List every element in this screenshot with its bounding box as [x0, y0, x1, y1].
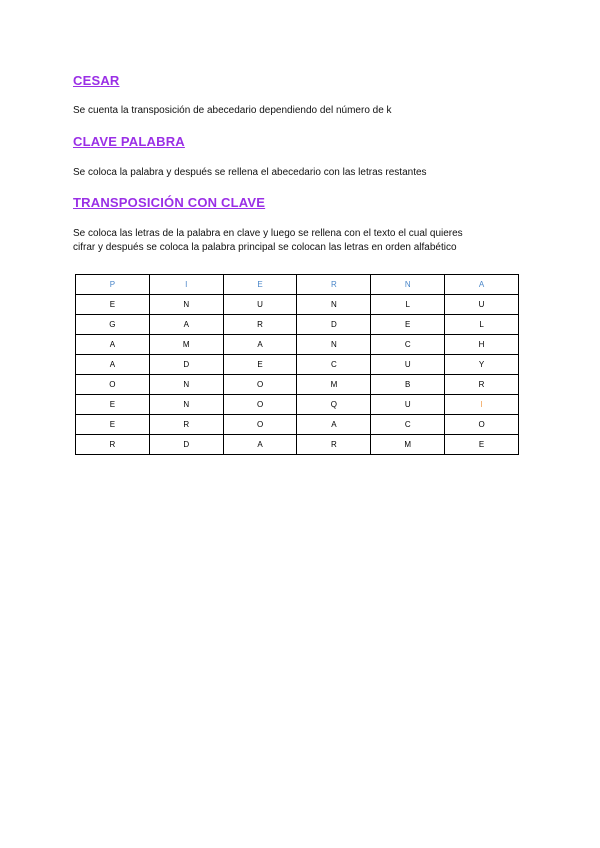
header-cell: E [223, 275, 297, 295]
table-cell: Q [297, 395, 371, 415]
table-cell: E [76, 415, 150, 435]
cipher-table [75, 274, 519, 455]
table-cell: Y [445, 355, 519, 375]
table-row [76, 315, 519, 335]
table-row [76, 335, 519, 355]
table-cell: E [371, 315, 445, 335]
table-cell: N [149, 295, 223, 315]
header-cell: I [149, 275, 223, 295]
table-row [76, 395, 519, 415]
table-cell: O [445, 415, 519, 435]
paragraph-cesar: Se cuenta la transposición de abecedario dependiendo del número de k [73, 105, 392, 116]
table-cell: N [297, 295, 371, 315]
table-cell: L [445, 315, 519, 335]
table-cell: E [223, 355, 297, 375]
heading-transposicion: TRANSPOSICIÓN CON CLAVE [73, 195, 266, 210]
table-cell: R [149, 415, 223, 435]
cipher-table-body [76, 295, 519, 455]
table-row [76, 295, 519, 315]
table-cell: D [297, 315, 371, 335]
table-header-row [76, 275, 519, 295]
table-cell: B [371, 375, 445, 395]
table-cell: U [371, 395, 445, 415]
table-cell: G [76, 315, 150, 335]
table-row [76, 375, 519, 395]
table-cell: R [76, 435, 150, 455]
table-cell: C [371, 415, 445, 435]
heading-clave-palabra: CLAVE PALABRA [73, 134, 185, 149]
table-cell: A [76, 335, 150, 355]
paragraph-transposicion-line1: Se coloca las letras de la palabra en clave y luego se rellena con el texto el cual quieres [73, 228, 463, 239]
table-cell: E [445, 435, 519, 455]
header-cell: R [297, 275, 371, 295]
table-cell: E [76, 295, 150, 315]
header-cell: N [371, 275, 445, 295]
table-cell: D [149, 435, 223, 455]
table-row [76, 355, 519, 375]
table-cell: M [371, 435, 445, 455]
table-cell: U [445, 295, 519, 315]
table-cell: O [223, 395, 297, 415]
table-cell: A [149, 315, 223, 335]
table-cell: R [297, 435, 371, 455]
table-cell: N [149, 375, 223, 395]
table-cell: H [445, 335, 519, 355]
table-cell: M [297, 375, 371, 395]
table-cell: O [223, 375, 297, 395]
table-cell: N [297, 335, 371, 355]
header-cell: P [76, 275, 150, 295]
table-cell: A [76, 355, 150, 375]
table-cell: M [149, 335, 223, 355]
table-cell: R [445, 375, 519, 395]
table-cell: A [223, 435, 297, 455]
heading-cesar: CESAR [73, 73, 120, 88]
table-cell: A [297, 415, 371, 435]
table-cell: U [371, 355, 445, 375]
table-row [76, 415, 519, 435]
table-cell: C [297, 355, 371, 375]
header-cell: A [445, 275, 519, 295]
table-cell: E [76, 395, 150, 415]
table-row [76, 435, 519, 455]
table-cell: O [76, 375, 150, 395]
table-cell: N [149, 395, 223, 415]
table-cell: R [223, 315, 297, 335]
cipher-table-header [76, 275, 519, 295]
table-cell: O [223, 415, 297, 435]
paragraph-clave-palabra: Se coloca la palabra y después se rellena el abecedario con las letras restantes [73, 167, 427, 178]
table-cell: D [149, 355, 223, 375]
paragraph-transposicion-line2: cifrar y después se coloca la palabra principal se colocan las letras en orden alfabético [73, 242, 457, 253]
table-cell: L [371, 295, 445, 315]
table-cell: U [223, 295, 297, 315]
table-cell: C [371, 335, 445, 355]
table-cell-highlight: I [445, 395, 519, 415]
table-cell: A [223, 335, 297, 355]
